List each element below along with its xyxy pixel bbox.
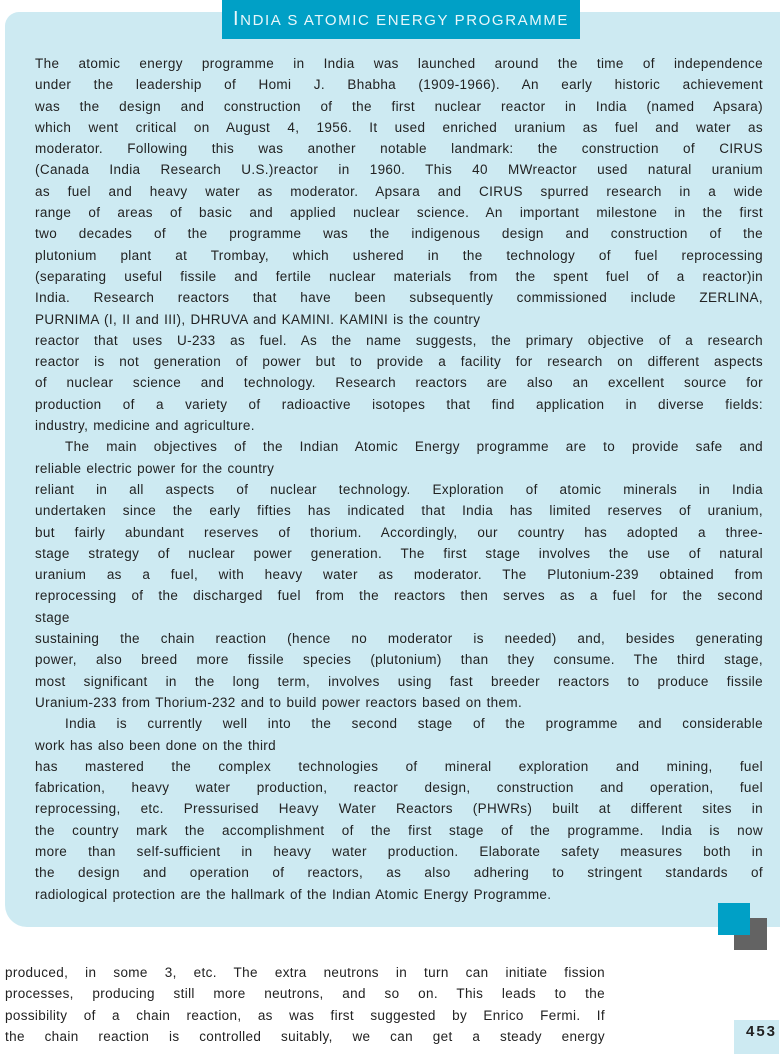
- text-line: produced, in some 3, etc. The extra neutrons in turn can initiate fission: [5, 965, 605, 980]
- page-body-text: [5, 962, 605, 1047]
- text-line: production of a variety of radioactive isotopes that find application in diverse fields:: [35, 396, 763, 412]
- text-line: more than self-sufficient in heavy water production. Elaborate safety measures both in: [35, 843, 763, 859]
- text-line: reliant in all aspects of nuclear technology. Exploration of atomic minerals in India: [35, 481, 763, 497]
- text-line: sustaining the chain reaction (hence no moderator is needed) and, besides generating: [35, 631, 763, 647]
- text-line: reliable electric power for the country: [35, 460, 275, 476]
- text-line: work has also been done on the third: [35, 737, 276, 753]
- text-line: was the design and construction of the first nuclear reactor in India (named Apsara): [35, 98, 763, 114]
- text-line: the chain reaction is controlled suitably, we can get a steady energy: [5, 1028, 605, 1044]
- article-title: [222, 0, 580, 39]
- text-line: (separating useful fissile and fertile nuclear materials from the spent fuel of a reactor)in: [35, 268, 763, 284]
- text-line: has mastered the complex technologies of mineral exploration and mining, fuel: [35, 758, 763, 774]
- text-line: most significant in the long term, involves using fast breeder reactors to produce fissile: [35, 673, 763, 689]
- text-line: fabrication, heavy water production, reactor design, construction and operation, fuel: [35, 780, 763, 796]
- text-line: possibility of a chain reaction, as was first suggested by Enrico Fermi. If: [5, 1007, 605, 1023]
- text-line: The main objectives of the Indian Atomic Energy programme are to provide safe and: [65, 439, 763, 455]
- text-line: stage: [35, 609, 70, 625]
- text-line: uranium as a fuel, with heavy water as moderator. The Plutonium-239 obtained from: [35, 567, 763, 583]
- title-initial: I: [232, 8, 241, 30]
- text-line: the design and operation of reactors, as also adhering to stringent standards of: [35, 865, 763, 881]
- text-line: reprocessing, etc. Pressurised Heavy Water Reactors (PHWRs) built at different sites in: [35, 801, 763, 817]
- text-line: reprocessing of the discharged fuel from the reactors then serves as a fuel for the second: [35, 588, 763, 604]
- text-line: power, also breed more fissile species (plutonium) than they consume. The third stage,: [35, 652, 763, 668]
- text-line: under the leadership of Homi J. Bhabha (1909-1966). An early historic achievement: [35, 77, 763, 93]
- article-body: [35, 53, 763, 905]
- text-line: reactor that uses U-233 as fuel. As the name suggests, the primary objective of a research: [35, 332, 763, 348]
- decorative-blue-square: [718, 903, 750, 935]
- text-line: undertaken since the early fifties has indicated that India has limited reserves of uranium,: [35, 503, 763, 519]
- text-line: which went critical on August 4, 1956. It used enriched uranium as fuel and water as: [35, 119, 763, 135]
- text-line: stage strategy of nuclear power generation. The first stage involves the use of natural: [35, 545, 763, 561]
- title-rest: NDIA S ATOMIC ENERGY PROGRAMME: [240, 12, 570, 29]
- text-line: but fairly abundant reserves of thorium. Accordingly, our country has adopted a three-: [35, 524, 763, 540]
- text-line: moderator. Following this was another notable landmark: the construction of CIRUS: [35, 141, 763, 157]
- text-line: as fuel and heavy water as moderator. Apsara and CIRUS spurred research in a wide: [35, 183, 763, 199]
- text-line: range of areas of basic and applied nuclear science. An important milestone in the first: [35, 205, 763, 221]
- text-line: industry, medicine and agriculture.: [35, 418, 255, 434]
- page-number: 453: [734, 1020, 779, 1054]
- text-line: plutonium plant at Trombay, which ushered in the technology of fuel reprocessing: [35, 247, 763, 263]
- text-line: India. Research reactors that have been subsequently commissioned include ZERLINA,: [35, 290, 763, 306]
- text-line: reactor is not generation of power but to provide a facility for research on different aspects: [35, 354, 763, 370]
- text-line: The atomic energy programme in India was launched around the time of independence: [35, 56, 763, 71]
- text-line: PURNIMA (I, II and III), DHRUVA and KAMINI. KAMINI is the country: [35, 311, 481, 327]
- text-line: India is currently well into the second stage of the programme and considerable: [65, 716, 763, 732]
- text-line: radiological protection are the hallmark of the Indian Atomic Energy Programme.: [35, 886, 552, 902]
- text-line: processes, producing still more neutrons, and so on. This leads to the: [5, 986, 605, 1002]
- text-line: (Canada India Research U.S.)reactor in 1960. This 40 MWreactor used natural uranium: [35, 162, 763, 178]
- text-line: two decades of the programme was the indigenous design and construction of the: [35, 226, 763, 242]
- text-line: of nuclear science and technology. Research reactors are also an excellent source for: [35, 375, 763, 391]
- text-line: the country mark the accomplishment of the first stage of the programme. India is now: [35, 822, 763, 838]
- text-line: Uranium-233 from Thorium-232 and to build power reactors based on them.: [35, 694, 523, 710]
